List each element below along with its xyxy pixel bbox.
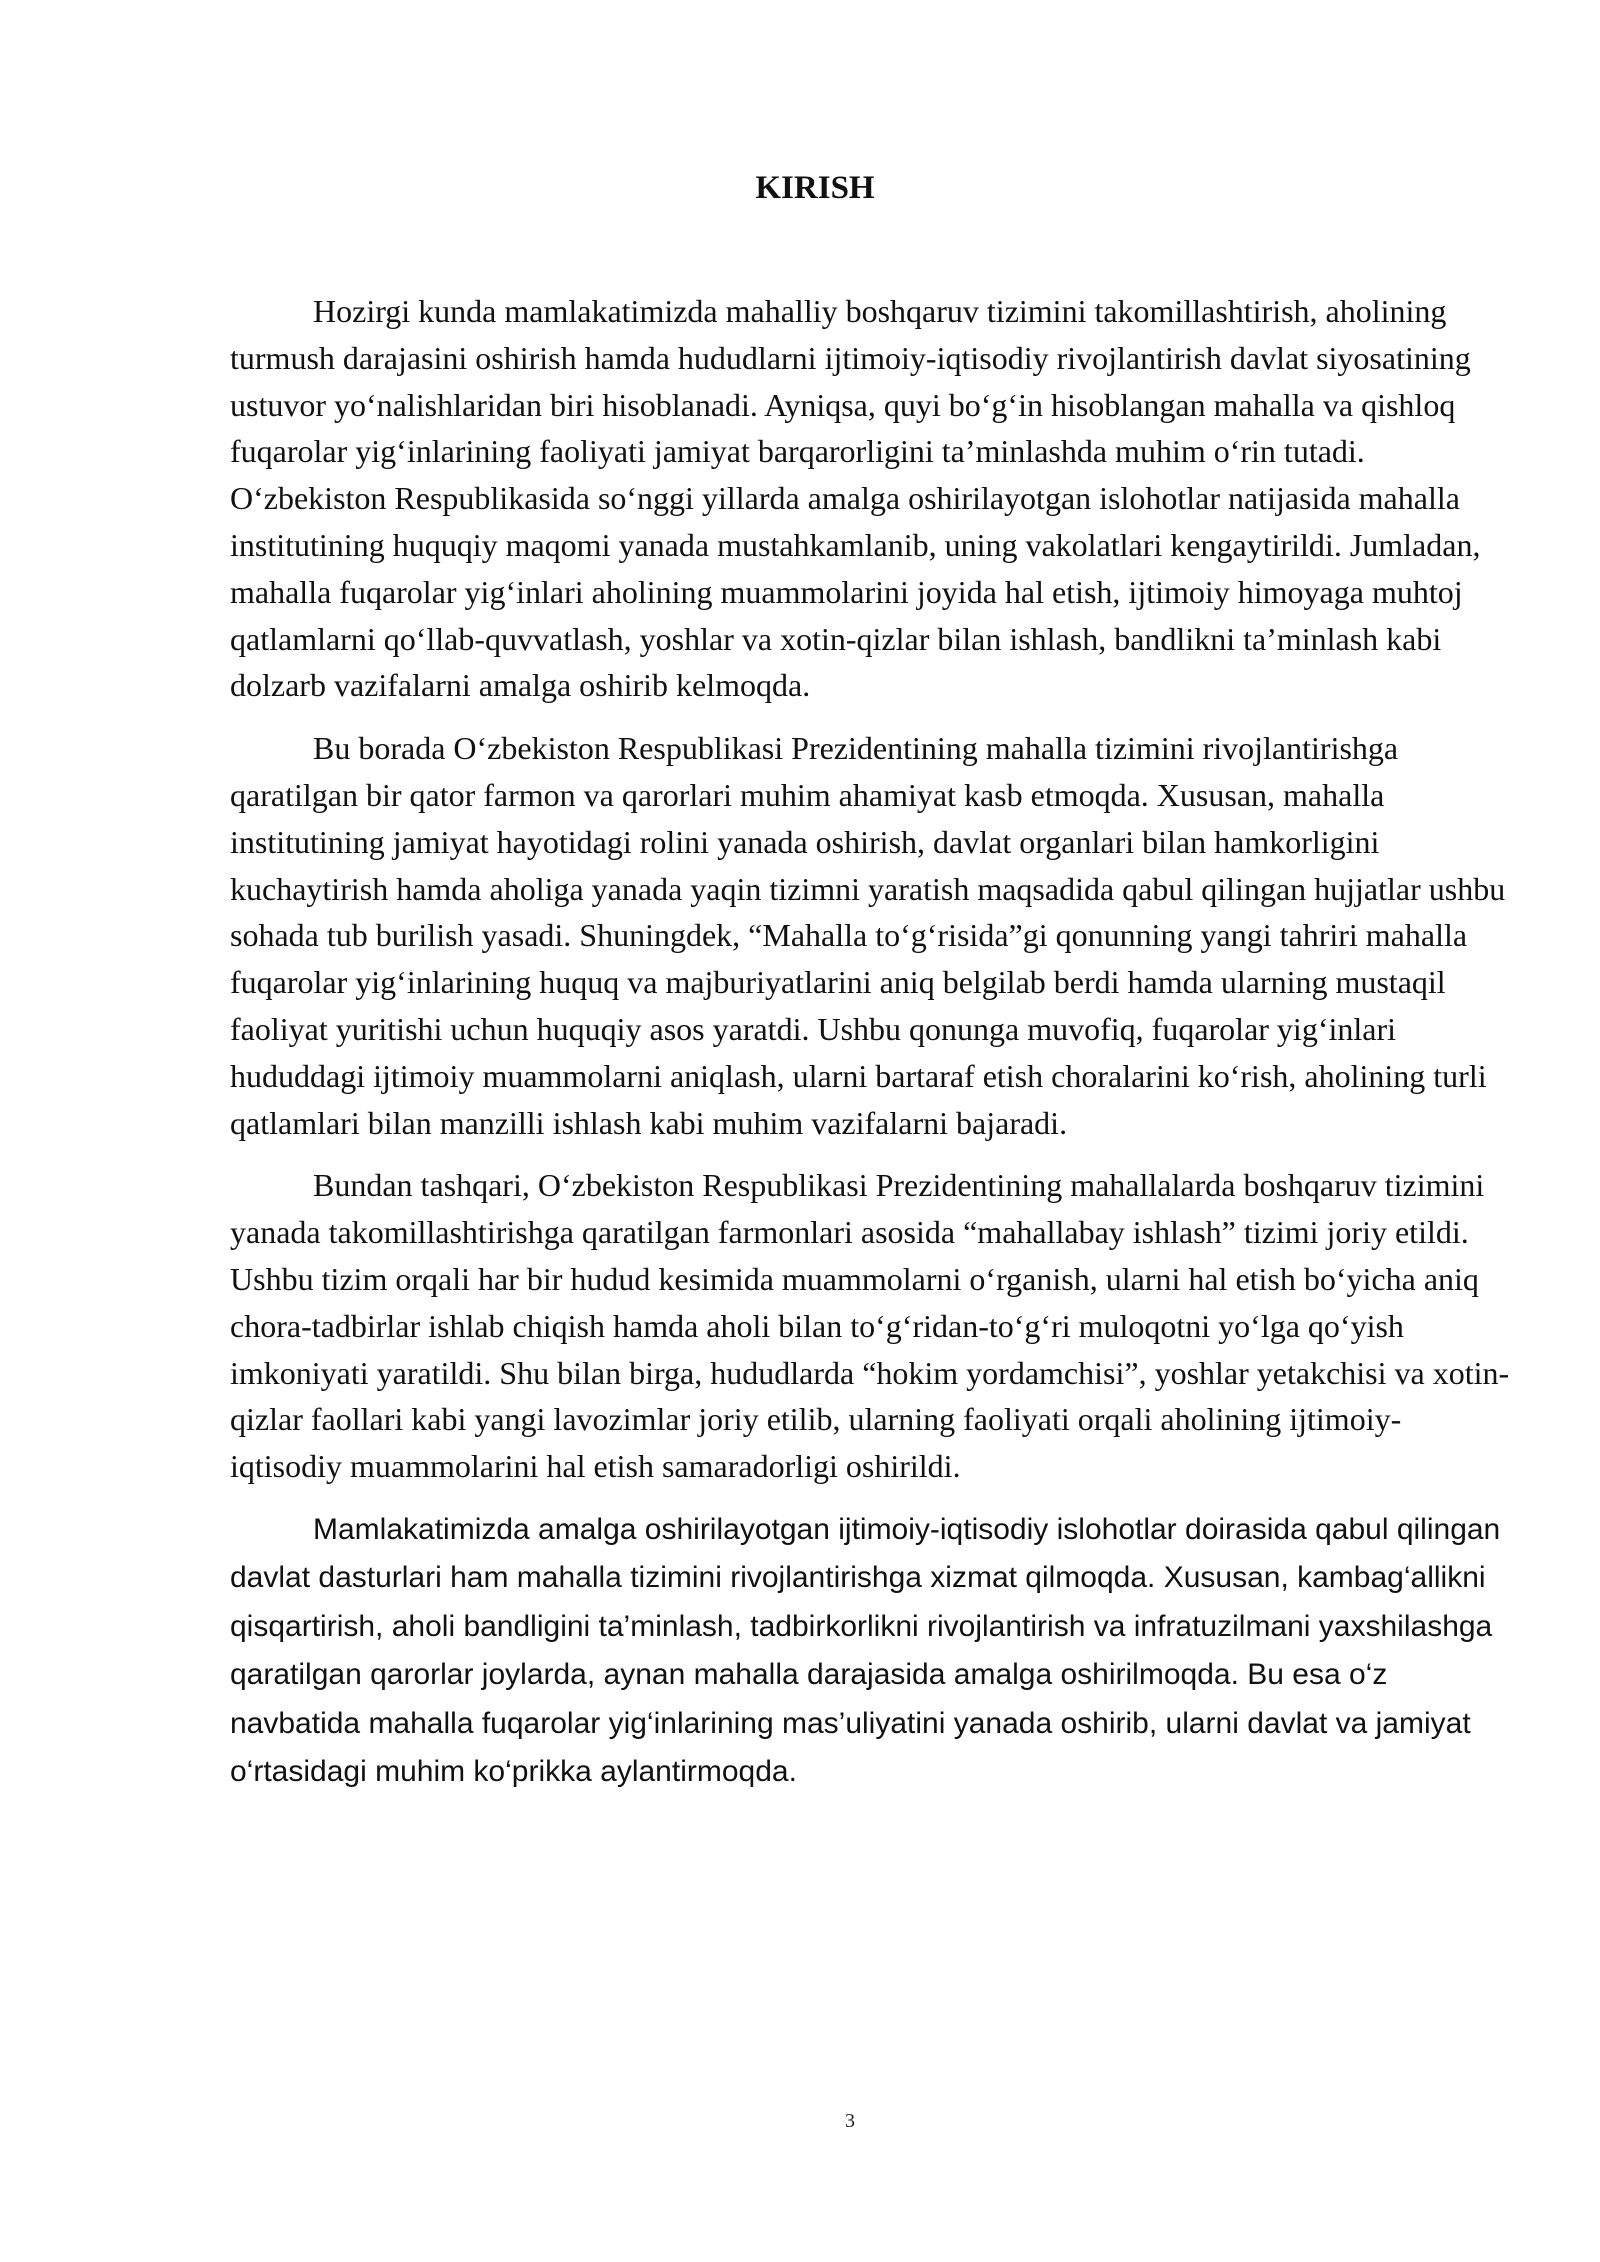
paragraph-1: Hozirgi kunda mamlakatimizda mahalliy boshqaruv tizimini takomillashtirish, aholining turmush darajasini oshirish hamda hududlarni ijtimoiy-iqtisodiy rivojlantirish davlat siyosatining ustuvor yo‘nalishlaridan biri hisoblanadi. Ayniqsa, quyi bo‘g‘in hisoblangan mahalla va qishloq fuqarolar yig‘inlarining faoliyati jamiyat barqarorligini ta’minlashda muhim o‘rin tutadi. O‘zbekiston Respublikasida so‘nggi yillarda amalga oshirilayotgan islohotlar natijasida mahalla institutining huquqiy maqomi yanada mustahkamlanib, uning vakolatlari kengaytirildi. Jumladan, mahalla fuqarolar yig‘inlari aholining muammolarini joyida hal etish, ijtimoiy himoyaga muhtoj qatlamlarni qo‘llab-quvvatlash, yoshlar va xotin-qizlar bilan ishlash, bandlikni ta’minlash kabi dolzarb vazifalarni amalga oshirib kelmoqda. [230,293,1481,704]
page-number: 3 [845,2110,855,2132]
paragraph-2: Bu borada O‘zbekiston Respublikasi Prezidentining mahalla tizimini rivojlantirishga qaratilgan bir qator farmon va qarorlari muhim ahamiyat kasb etmoqda. Xususan, mahalla institutining jamiyat hayotidagi rolini yanada oshirish, davlat organlari bilan hamkorligini kuchaytirish hamda aholiga yanada yaqin tizimni yaratish maqsadida qabul qilingan hujjatlar ushbu sohada tub burilish yasadi. Shuningdek, “Mahalla to‘g‘risida”gi qonunning yangi tahriri mahalla fuqarolar yig‘inlarining huquq va majburiyatlarini aniq belgilab berdi hamda ularning mustaqil faoliyat yuritishi uchun huquqiy asos yaratdi. Ushbu qonunga muvofiq, fuqarolar yig‘inlari hududdagi ijtimoiy muammolarni aniqlash, ularni bartaraf etish choralarini ko‘rish, aholining turli qatlamlari bilan manzilli ishlash kabi muhim vazifalarni bajaradi. [230,730,1506,1141]
paragraph-4: Mamlakatimizda amalga oshirilayotgan ijtimoiy-iqtisodiy islohotlar doirasida qabul qilingan davlat dasturlari ham mahalla tizimini rivojlantirishga xizmat qilmoqda. Xususan, kambag‘allikni qisqartirish, aholi bandligini ta’minlash, tadbirkorlikni rivojlantirish va infratuzilmani yaxshilashga qaratilgan qarorlar joylarda, aynan mahalla darajasida amalga oshirilmoqda. Bu esa o‘z navbatida mahalla fuqarolar yig‘inlarining mas’uliyatini yanada oshirib, ularni davlat va jamiyat o‘rtasidagi muhim ko‘prikka aylantirmoqda. [230,1512,1501,1789]
page-title: KIRISH [755,170,875,206]
paragraph-3: Bundan tashqari, O‘zbekiston Respublikasi Prezidentining mahallalarda boshqaruv tizimini yanada takomillashtirishga qaratilgan farmonlari asosida “mahallabay ishlash” tizimi joriy etildi. Ushbu tizim orqali har bir hudud kesimida muammolarni o‘rganish, ularni hal etish bo‘yicha aniq chora-tadbirlar ishlab chiqish hamda aholi bilan to‘g‘ridan-to‘g‘ri muloqotni yo‘lga qo‘yish imkoniyati yaratildi. Shu bilan birga, hududlarda “hokim yordamchisi”, yoshlar yetakchisi va xotin-qizlar faollari kabi yangi lavozimlar joriy etilib, ularning faoliyati orqali aholining ijtimoiy- iqtisodiy muammolarini hal etish samaradorligi oshirildi. [230,1167,1510,1485]
document-body [230,288,1510,1813]
